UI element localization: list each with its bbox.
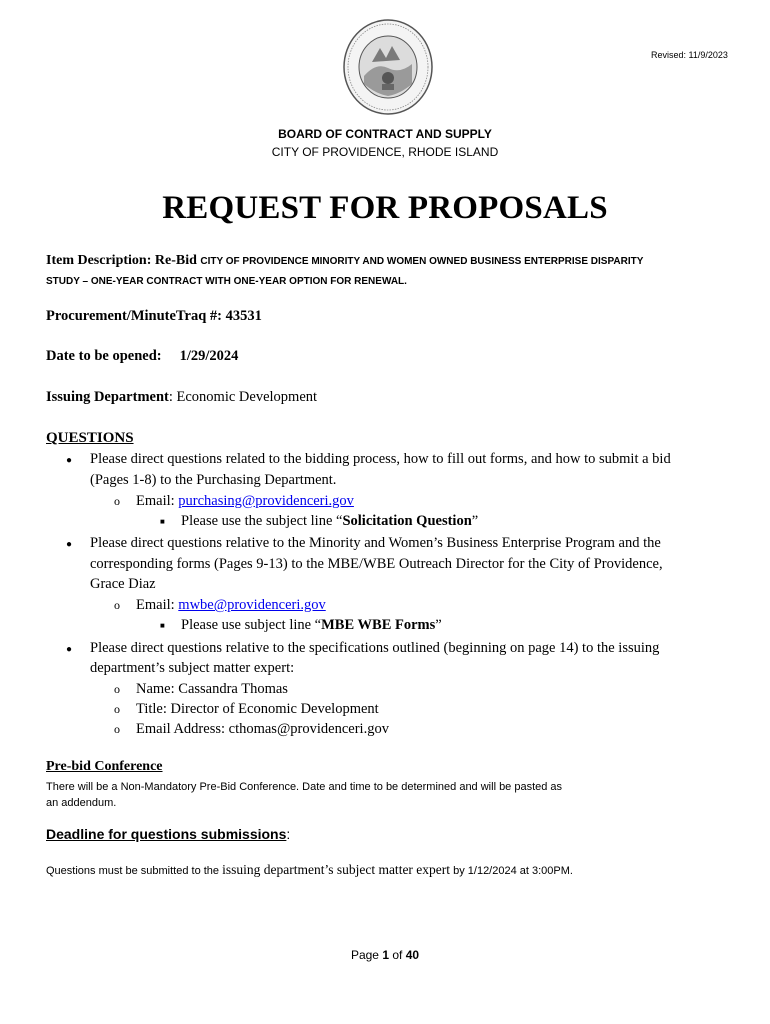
q1-subject-post: ” — [471, 513, 479, 529]
q1-line1: Please direct questions related to the bidding process, how to fill out forms, and how to submit a bid — [90, 451, 671, 467]
circle-bullet-icon: o — [114, 702, 120, 716]
bullet-icon: ● — [66, 644, 73, 655]
deadline-text — [46, 862, 573, 878]
square-bullet-icon: ■ — [160, 517, 165, 526]
item-description-label: Item Description: — [46, 253, 155, 268]
page-of-label: of — [389, 948, 406, 962]
square-bullet-icon: ■ — [160, 621, 165, 630]
q1-email-label: Email: — [136, 493, 179, 509]
q1-subject-pre: Please use the subject line “ — [181, 513, 343, 529]
page-title: REQUEST FOR PROPOSALS — [162, 190, 608, 226]
procurement-value: 43531 — [225, 308, 262, 324]
q3-line1: Please direct questions relative to the specifications outlined (beginning on page 14) to the issuing — [90, 640, 660, 656]
prebid-text — [46, 779, 666, 811]
deadline-heading — [46, 826, 290, 842]
q2-line3: Grace Diaz — [90, 576, 156, 592]
issuing-department-label: Issuing Department — [46, 389, 169, 405]
circle-bullet-icon: o — [114, 598, 120, 612]
q3-title: Title: Director of Economic Development — [136, 701, 379, 717]
purchasing-email-link[interactable]: purchasing@providenceri.gov — [178, 493, 354, 509]
procurement-label: Procurement/MinuteTraq #: — [46, 308, 226, 324]
deadline-text-mid: issuing department’s subject matter expert — [222, 862, 451, 877]
q3-email: Email Address: cthomas@providenceri.gov — [136, 721, 389, 737]
prebid-heading: Pre-bid Conference — [46, 759, 163, 774]
board-name: BOARD OF CONTRACT AND SUPPLY — [278, 127, 492, 141]
q2-subject — [181, 617, 442, 634]
q1-subject — [181, 513, 478, 530]
page-current: 1 — [382, 948, 389, 962]
page-label: Page — [350, 948, 383, 962]
circle-bullet-icon: o — [114, 494, 120, 508]
q2-line1: Please direct questions relative to the Minority and Women’s Business Enterprise Program and the — [90, 535, 661, 551]
circle-bullet-icon: o — [114, 722, 120, 736]
deadline-text-pre: Questions must be submitted to the — [46, 865, 223, 877]
issuing-department-value: : Economic Development — [168, 389, 318, 405]
q1-line2: (Pages 1-8) to the Purchasing Department. — [90, 472, 337, 488]
city-name: CITY OF PROVIDENCE, RHODE ISLAND — [271, 145, 499, 159]
date-value: 1/29/2024 — [179, 348, 239, 364]
revised-date: Revised: 11/9/2023 — [651, 50, 728, 60]
date-label: Date to be opened: — [46, 348, 162, 364]
deadline-text-post: by 1/12/2024 at 3:00PM. — [450, 865, 573, 877]
prebid-line1: There will be a Non-Mandatory Pre-Bid Conference. Date and time to be determined and will be pasted as — [46, 781, 563, 793]
q2-subject-pre: Please use subject line “ — [181, 617, 322, 633]
item-description — [46, 251, 736, 291]
q2-subject-value: MBE WBE Forms — [321, 617, 436, 633]
bullet-icon: ● — [66, 455, 73, 466]
q3-name: Name: Cassandra Thomas — [136, 681, 288, 697]
mwbe-email-link[interactable]: mwbe@providenceri.gov — [178, 597, 326, 613]
issuing-department — [46, 389, 317, 406]
q3-line2: department’s subject matter expert: — [90, 660, 295, 676]
q2-email — [136, 597, 326, 614]
date-to-be-opened — [46, 348, 238, 365]
page-total: 40 — [405, 948, 420, 962]
q2-subject-post: ” — [435, 617, 442, 633]
city-seal-icon — [342, 18, 434, 116]
circle-bullet-icon: o — [114, 682, 120, 696]
bullet-icon: ● — [66, 539, 73, 550]
item-description-line2: STUDY – ONE-YEAR CONTRACT WITH ONE-YEAR OPTION FOR RENEWAL. — [46, 276, 407, 287]
page-number — [0, 948, 770, 962]
questions-heading: QUESTIONS — [46, 430, 134, 446]
item-description-line1: CITY OF PROVIDENCE MINORITY AND WOMEN OWNED BUSINESS ENTERPRISE DISPARITY — [200, 256, 644, 267]
item-description-rebid: Re-Bid — [154, 253, 201, 268]
prebid-line2: an addendum. — [46, 797, 117, 809]
procurement-number — [46, 308, 262, 325]
deadline-title: Deadline for questions submissions — [46, 826, 287, 842]
q1-email — [136, 493, 354, 510]
q1-subject-value: Solicitation Question — [342, 513, 472, 529]
q2-line2: corresponding forms (Pages 9-13) to the MBE/WBE Outreach Director for the City of Providence, — [90, 556, 663, 572]
q2-email-label: Email: — [136, 597, 179, 613]
deadline-colon: : — [286, 826, 291, 842]
